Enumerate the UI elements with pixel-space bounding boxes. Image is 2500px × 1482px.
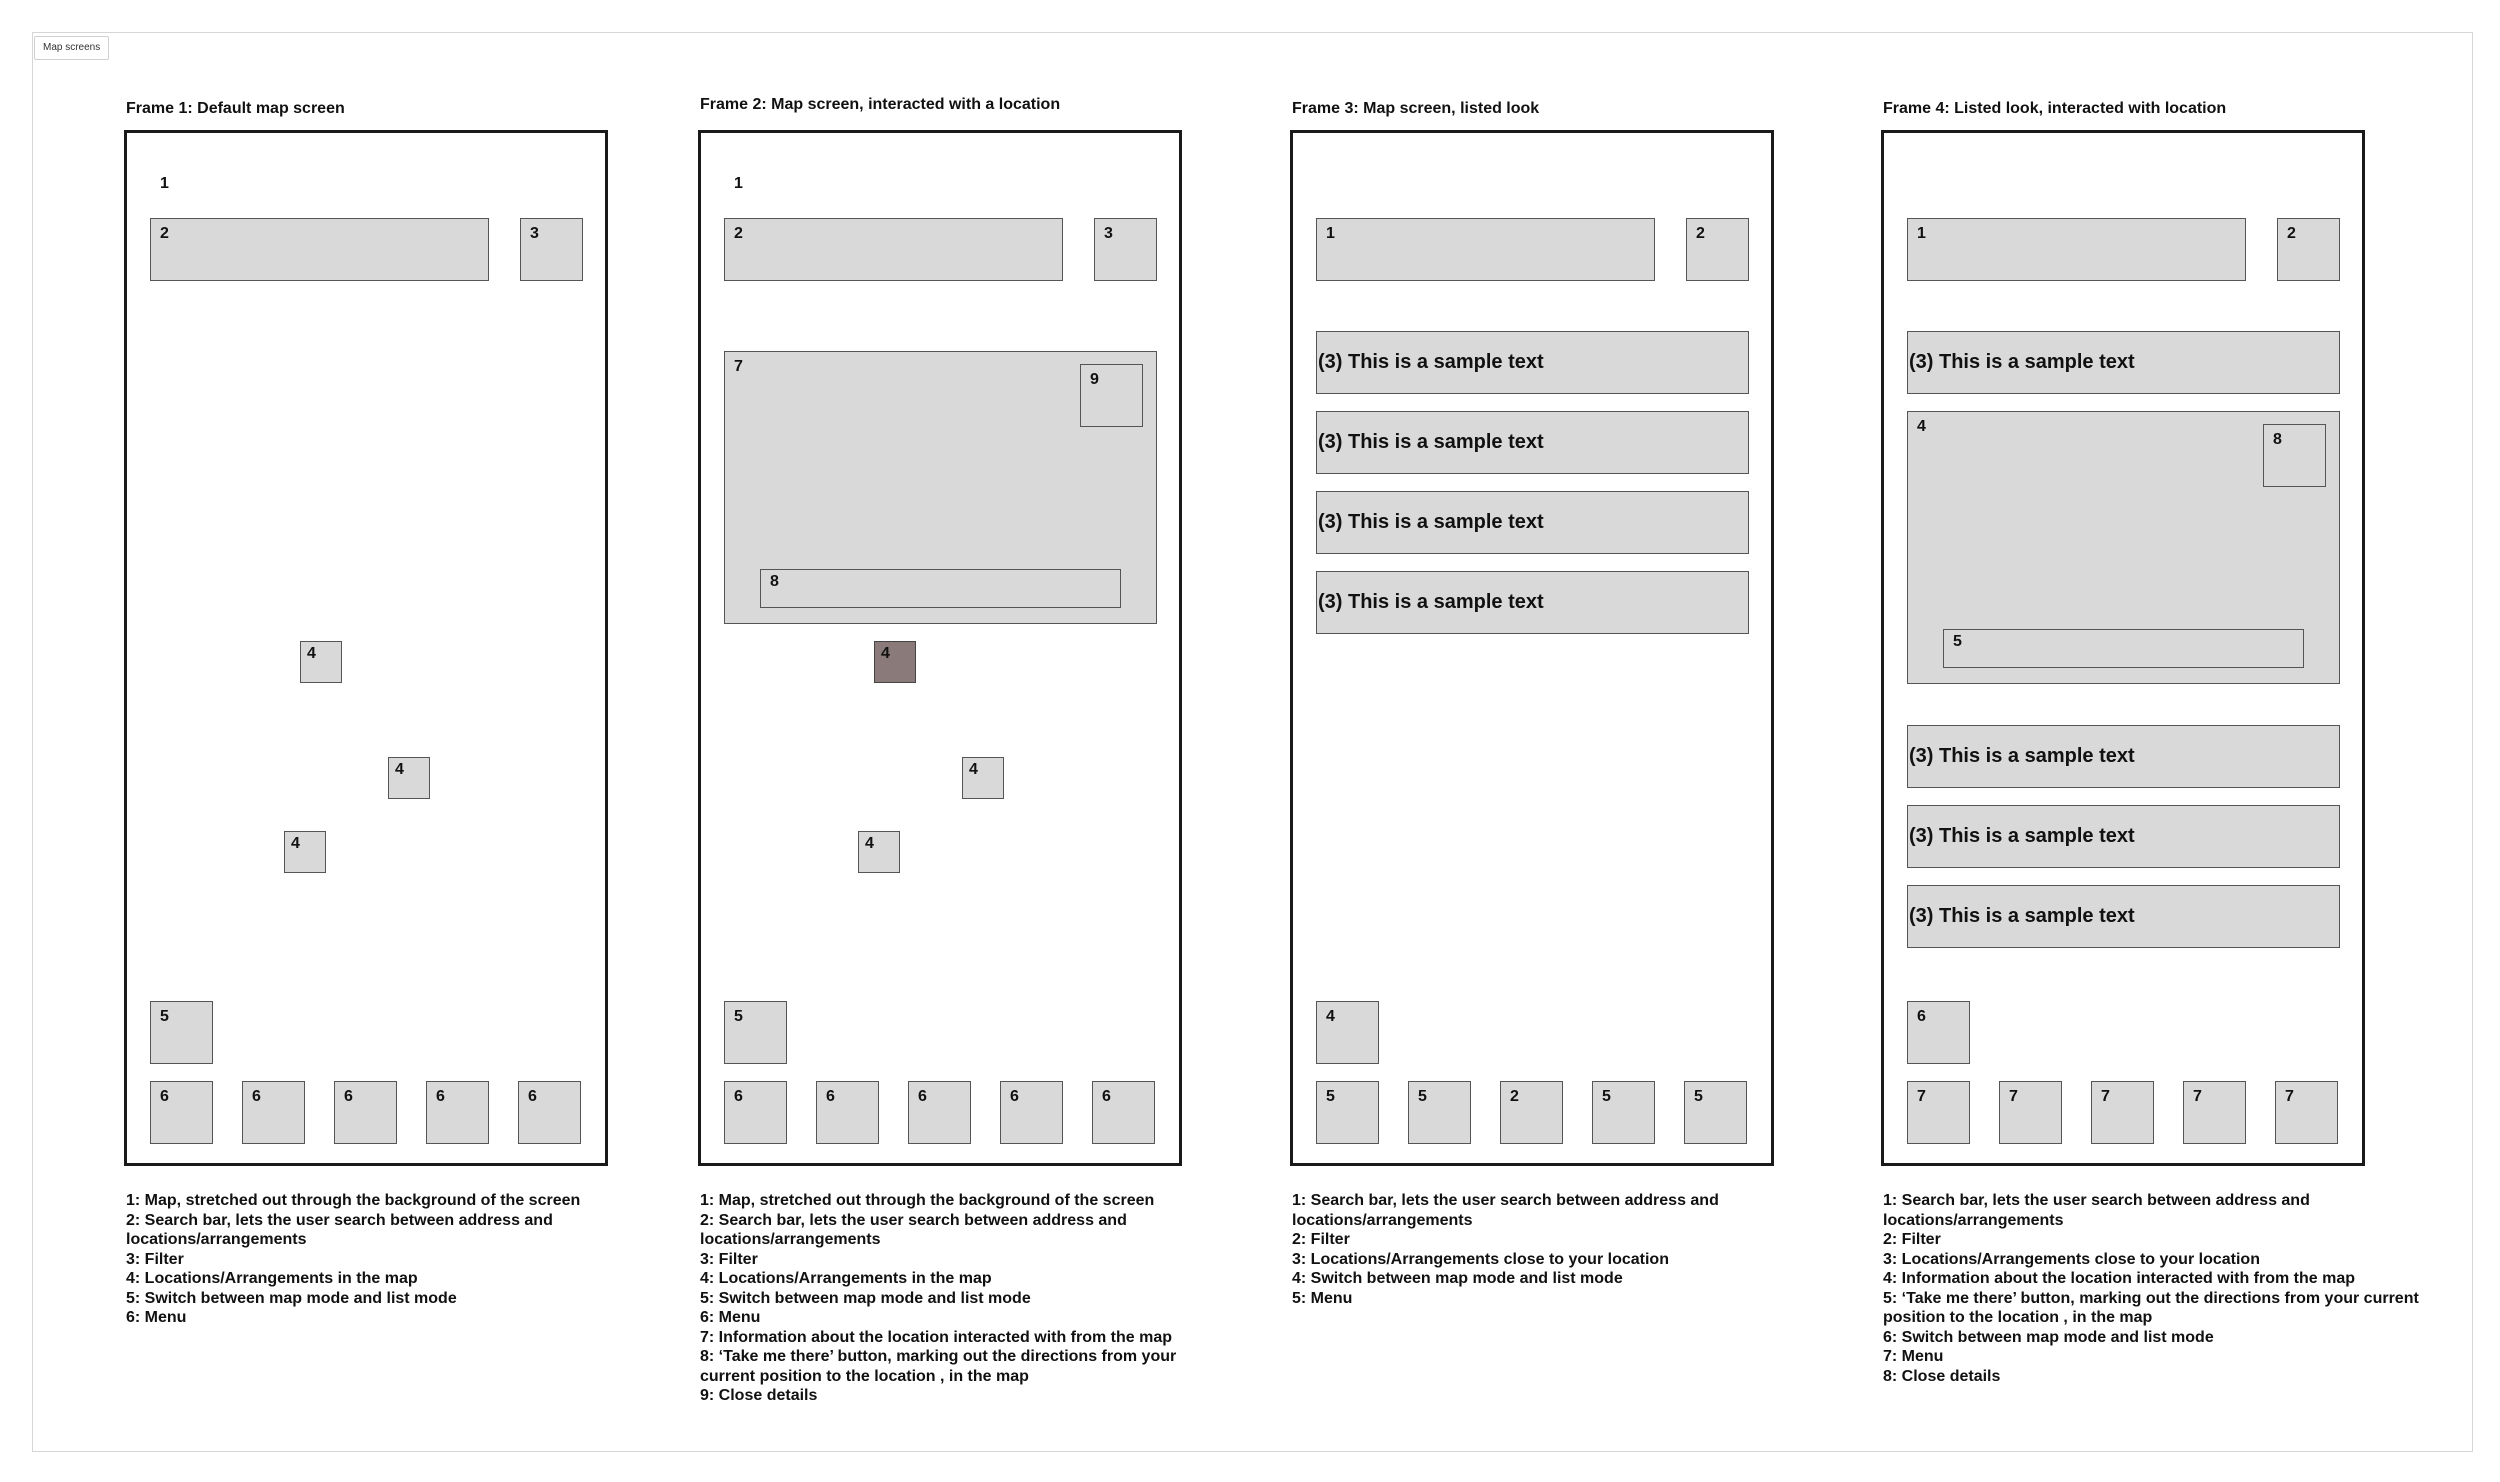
note: 6: Switch between map mode and list mode — [1883, 1328, 2214, 1346]
note: 4: Information about the location interacted with from the map — [1883, 1270, 2356, 1287]
search-bar[interactable]: 2 — [724, 218, 1063, 281]
map-label: 1 — [734, 175, 743, 192]
filter-button[interactable]: 2 — [2277, 218, 2340, 281]
note: 5: Switch between map mode and list mode — [700, 1289, 1031, 1307]
location-marker[interactable]: 4 — [962, 757, 1004, 799]
take-me-there-button[interactable]: 8 — [760, 569, 1121, 608]
note: 4: Locations/Arrangements in the map — [700, 1270, 992, 1287]
list-item[interactable]: (3) This is a sample text — [1907, 725, 2340, 788]
note: 3: Filter — [700, 1250, 758, 1268]
list-item[interactable]: (3) This is a sample text — [1316, 491, 1749, 554]
note: 4: Locations/Arrangements in the map — [126, 1270, 418, 1287]
note: 5: ‘Take me there’ button, marking out the directions from your current position to the location , in the map — [1883, 1289, 2419, 1326]
filter-button[interactable]: 3 — [520, 218, 583, 281]
menu-item[interactable]: 6 — [908, 1081, 971, 1144]
menu-item[interactable]: 7 — [2183, 1081, 2246, 1144]
note: 2: Search bar, lets the user search between address and locations/arrangements — [126, 1211, 553, 1248]
list-item[interactable]: (3) This is a sample text — [1907, 805, 2340, 868]
frame-title: Frame 1: Default map screen — [126, 100, 345, 117]
note: 7: Menu — [1883, 1348, 1944, 1365]
menu-item[interactable]: 5 — [1316, 1081, 1379, 1144]
list-item[interactable]: (3) This is a sample text — [1907, 885, 2340, 948]
list-item[interactable]: (3) This is a sample text — [1316, 331, 1749, 394]
location-marker[interactable]: 4 — [284, 831, 326, 873]
note: 7: Information about the location interacted with from the map — [700, 1328, 1173, 1346]
location-marker[interactable]: 4 — [388, 757, 430, 799]
menu-item[interactable]: 6 — [724, 1081, 787, 1144]
frame-3 — [1290, 100, 1810, 1420]
note: 6: Menu — [700, 1309, 761, 1326]
annotation-notes — [700, 1191, 1220, 1406]
menu-item[interactable]: 2 — [1500, 1081, 1563, 1144]
phone-frame — [1290, 130, 1774, 1166]
note: 5: Menu — [1292, 1289, 1353, 1307]
note: 3: Locations/Arrangements close to your location — [1292, 1250, 1669, 1268]
note: 1: Map, stretched out through the background of the screen — [700, 1192, 1155, 1209]
frame-1 — [124, 100, 644, 1420]
view-switch-button[interactable]: 4 — [1316, 1001, 1379, 1064]
note: 2: Filter — [1883, 1231, 1941, 1248]
menu-item[interactable]: 6 — [150, 1081, 213, 1144]
menu-item[interactable]: 6 — [426, 1081, 489, 1144]
note: 5: Switch between map mode and list mode — [126, 1289, 457, 1307]
note: 4: Switch between map mode and list mode — [1292, 1270, 1623, 1287]
location-info-panel: 7 9 8 — [724, 351, 1157, 624]
close-details-button[interactable]: 8 — [2263, 424, 2326, 487]
phone-frame — [698, 130, 1182, 1166]
map-label: 1 — [160, 175, 169, 192]
frame-2 — [698, 96, 1218, 1420]
close-details-button[interactable]: 9 — [1080, 364, 1143, 427]
note: 9: Close details — [700, 1387, 818, 1404]
menu-item[interactable]: 7 — [2091, 1081, 2154, 1144]
search-bar[interactable]: 1 — [1316, 218, 1655, 281]
note: 1: Search bar, lets the user search between address and locations/arrangements — [1292, 1192, 1719, 1229]
menu-item[interactable]: 6 — [518, 1081, 581, 1144]
phone-frame — [1881, 130, 2365, 1166]
menu-item[interactable]: 6 — [1092, 1081, 1155, 1144]
menu-item[interactable]: 5 — [1408, 1081, 1471, 1144]
list-item[interactable]: (3) This is a sample text — [1316, 571, 1749, 634]
note: 8: Close details — [1883, 1367, 2001, 1385]
frame-4 — [1881, 100, 2419, 1420]
note: 2: Filter — [1292, 1231, 1350, 1248]
phone-frame — [124, 130, 608, 1166]
filter-button[interactable]: 3 — [1094, 218, 1157, 281]
menu-item[interactable]: 6 — [1000, 1081, 1063, 1144]
note: 1: Search bar, lets the user search between address and locations/arrangements — [1883, 1192, 2310, 1229]
note: 3: Filter — [126, 1250, 184, 1268]
search-bar[interactable]: 1 — [1907, 218, 2246, 281]
filter-button[interactable]: 2 — [1686, 218, 1749, 281]
take-me-there-button[interactable]: 5 — [1943, 629, 2304, 668]
frame-title: Frame 4: Listed look, interacted with location — [1883, 100, 2227, 117]
menu-item[interactable]: 6 — [334, 1081, 397, 1144]
annotation-notes — [1883, 1191, 2423, 1386]
note: 1: Map, stretched out through the background of the screen — [126, 1192, 581, 1209]
location-info-panel: 4 8 5 — [1907, 411, 2340, 684]
list-item[interactable]: (3) This is a sample text — [1316, 411, 1749, 474]
location-marker[interactable]: 4 — [858, 831, 900, 873]
menu-item[interactable]: 5 — [1592, 1081, 1655, 1144]
annotation-notes — [1292, 1191, 1812, 1308]
note: 6: Menu — [126, 1309, 187, 1326]
menu-item[interactable]: 5 — [1684, 1081, 1747, 1144]
frame-title: Frame 3: Map screen, listed look — [1292, 100, 1540, 117]
menu-item[interactable]: 7 — [1999, 1081, 2062, 1144]
note: 3: Locations/Arrangements close to your location — [1883, 1250, 2260, 1268]
frame-title: Frame 2: Map screen, interacted with a location — [700, 96, 1061, 113]
note: 2: Search bar, lets the user search between address and locations/arrangements — [700, 1211, 1127, 1248]
view-switch-button[interactable]: 5 — [150, 1001, 213, 1064]
menu-item[interactable]: 7 — [1907, 1081, 1970, 1144]
view-switch-button[interactable]: 6 — [1907, 1001, 1970, 1064]
menu-item[interactable]: 7 — [2275, 1081, 2338, 1144]
section-label[interactable]: Map screens — [34, 36, 109, 60]
location-marker-selected[interactable]: 4 — [874, 641, 916, 683]
note: 8: ‘Take me there’ button, marking out the directions from your current position to the location , in the map — [700, 1348, 1177, 1385]
menu-item[interactable]: 6 — [242, 1081, 305, 1144]
location-marker[interactable]: 4 — [300, 641, 342, 683]
view-switch-button[interactable]: 5 — [724, 1001, 787, 1064]
annotation-notes — [126, 1191, 646, 1328]
list-item[interactable]: (3) This is a sample text — [1907, 331, 2340, 394]
search-bar[interactable]: 2 — [150, 218, 489, 281]
menu-item[interactable]: 6 — [816, 1081, 879, 1144]
